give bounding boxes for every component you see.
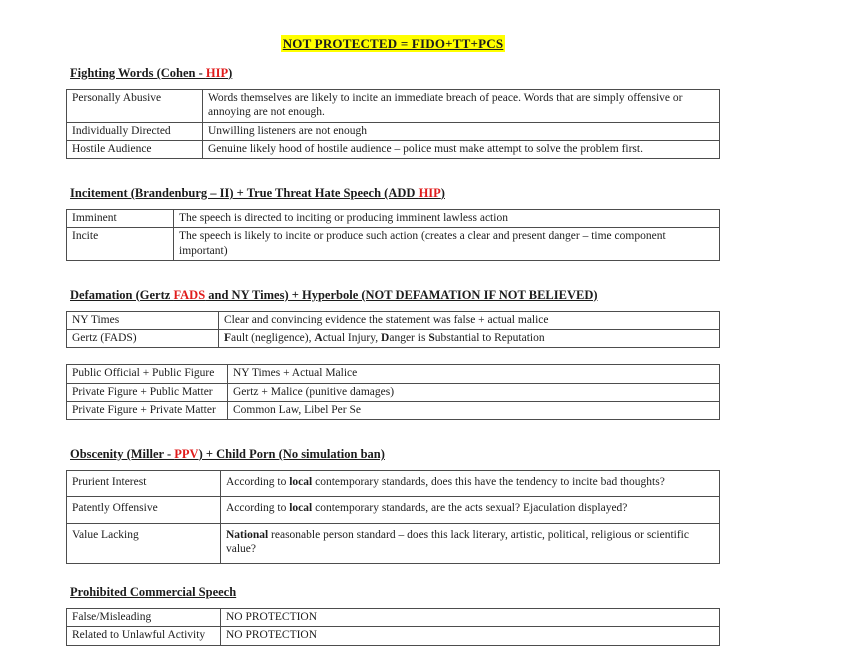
bold-text: S [428, 332, 435, 344]
row-label [67, 140, 203, 158]
table-row [67, 497, 720, 523]
text-segment: According to [226, 476, 290, 488]
text-segment: According to [226, 502, 290, 515]
bold-text: F [224, 332, 232, 344]
text-segment: Prurient Interest [72, 476, 147, 488]
row-value [221, 523, 720, 564]
text-segment: Gertz (FADS) [72, 332, 137, 344]
bold-text: A [314, 332, 323, 344]
row-value [221, 609, 720, 627]
row-value [174, 210, 720, 228]
table-row [67, 401, 720, 419]
text-segment: NO PROTECTION [226, 611, 318, 623]
row-label [67, 401, 228, 419]
text-segment: Imminent [72, 212, 117, 224]
row-label [67, 122, 203, 140]
fighting-words-table [66, 89, 720, 159]
row-label [67, 228, 174, 261]
defamation-standards-table [66, 311, 720, 349]
incitement-table [66, 209, 720, 261]
red-text: FADS [173, 287, 206, 302]
table-row [67, 330, 720, 348]
text-segment: Patently Offensive [72, 502, 158, 515]
text-segment: Obscenity (Miller - [70, 447, 175, 461]
table-row [67, 523, 720, 564]
row-label [67, 311, 219, 329]
text-segment: Fighting Words (Cohen - [70, 66, 206, 80]
row-value [203, 140, 720, 158]
row-value [228, 383, 720, 401]
text-segment: Common Law, Libel Per Se [233, 403, 361, 416]
row-value [228, 365, 720, 383]
text-segment: The speech is likely to incite or produce such action (creates a clear and present danger – time component important) [179, 230, 666, 257]
row-label [67, 609, 221, 627]
text-segment: Genuine likely hood of hostile audience – police must make attempt to solve the problem first. [208, 142, 643, 155]
text-segment: Incitement (Brandenburg – II) + True Threat Hate Speech (ADD [70, 186, 419, 200]
text-segment: Gertz + Malice (punitive damages) [233, 385, 395, 398]
text-segment: Prohibited Commercial Speech [70, 585, 237, 599]
text-segment: Defamation (Gertz [70, 287, 174, 302]
text-segment: Hostile Audience [72, 142, 152, 155]
table-row [67, 365, 720, 383]
bold-text: local [289, 476, 313, 488]
text-segment: Individually Directed [72, 124, 171, 137]
page-title [281, 35, 506, 52]
text-segment: ) + Child Porn (No simulation ban) [198, 447, 385, 461]
text-segment: ubstantial to Reputation [434, 332, 545, 344]
row-label [67, 90, 203, 123]
table-row [67, 609, 720, 627]
text-segment: reasonable person standard – does this lack literary, artistic, political, religious or scientific value? [226, 528, 689, 555]
bold-text: D [381, 332, 390, 344]
text-segment: Words themselves are likely to incite an immediate breach of peace. Words that are simply offensive or annoying are not enough. [208, 92, 683, 119]
row-label [67, 523, 221, 564]
text-segment: contemporary standards, are the acts sexual? Ejaculation displayed? [312, 502, 628, 515]
section-heading-fighting-words [70, 65, 720, 81]
text-segment: ault (negligence), [231, 332, 315, 344]
row-value [228, 401, 720, 419]
table-row [67, 90, 720, 123]
row-label [67, 330, 219, 348]
row-value [219, 330, 720, 348]
red-text: HIP [418, 186, 441, 200]
text-segment: Unwilling listeners are not enough [208, 124, 368, 137]
table-row [67, 311, 720, 329]
obscenity-table [66, 470, 720, 564]
row-label [67, 383, 228, 401]
row-value [221, 627, 720, 645]
defamation-parties-table [66, 364, 720, 420]
section-heading-obscenity [70, 446, 720, 462]
text-segment: NOT PROTECTED = FIDO+TT+PCS [282, 36, 504, 51]
row-value [221, 471, 720, 497]
text-segment: anger is [389, 332, 429, 344]
bold-text: local [289, 502, 313, 515]
row-value [203, 122, 720, 140]
table-row [67, 383, 720, 401]
table-row [67, 210, 720, 228]
row-label [67, 210, 174, 228]
table-row [67, 627, 720, 645]
text-segment: False/Misleading [72, 611, 152, 623]
row-value [174, 228, 720, 261]
text-segment: ctual Injury, [322, 332, 382, 344]
row-value [219, 311, 720, 329]
row-label [67, 627, 221, 645]
red-text: PPV [174, 447, 199, 461]
text-segment: NY Times [72, 313, 120, 326]
text-segment: and NY Times) + Hyperbole (NOT DEFAMATION IF NOT BELIEVED) [205, 287, 598, 302]
commercial-speech-table [66, 608, 720, 646]
bold-text: National [226, 528, 269, 541]
row-label [67, 365, 228, 383]
text-segment: Personally Abusive [72, 92, 162, 104]
red-text: HIP [205, 66, 229, 80]
table-row [67, 122, 720, 140]
table-row [67, 140, 720, 158]
text-segment: Private Figure + Public Matter [72, 385, 213, 398]
section-heading-defamation [70, 287, 720, 303]
row-value [221, 497, 720, 523]
text-segment: Private Figure + Private Matter [72, 403, 216, 416]
text-segment: Value Lacking [72, 528, 139, 541]
text-segment: NO PROTECTION [226, 629, 318, 642]
text-segment: Clear and convincing evidence the statement was false + actual malice [224, 313, 549, 326]
text-segment: contemporary standards, does this have the tendency to incite bad thoughts? [312, 476, 665, 488]
text-segment: ) [228, 66, 233, 80]
text-segment: Incite [72, 230, 99, 243]
section-heading-incitement [70, 185, 720, 201]
row-value [203, 90, 720, 123]
text-segment: Related to Unlawful Activity [72, 629, 206, 642]
text-segment: ) [440, 186, 445, 200]
text-segment: Public Official + Public Figure [72, 367, 215, 380]
row-label [67, 497, 221, 523]
text-segment: NY Times + Actual Malice [233, 367, 358, 380]
section-heading-commercial-speech [70, 584, 720, 600]
table-row [67, 471, 720, 497]
text-segment: The speech is directed to inciting or producing imminent lawless action [179, 212, 508, 224]
title-banner [66, 36, 720, 52]
row-label [67, 471, 221, 497]
table-row [67, 228, 720, 261]
